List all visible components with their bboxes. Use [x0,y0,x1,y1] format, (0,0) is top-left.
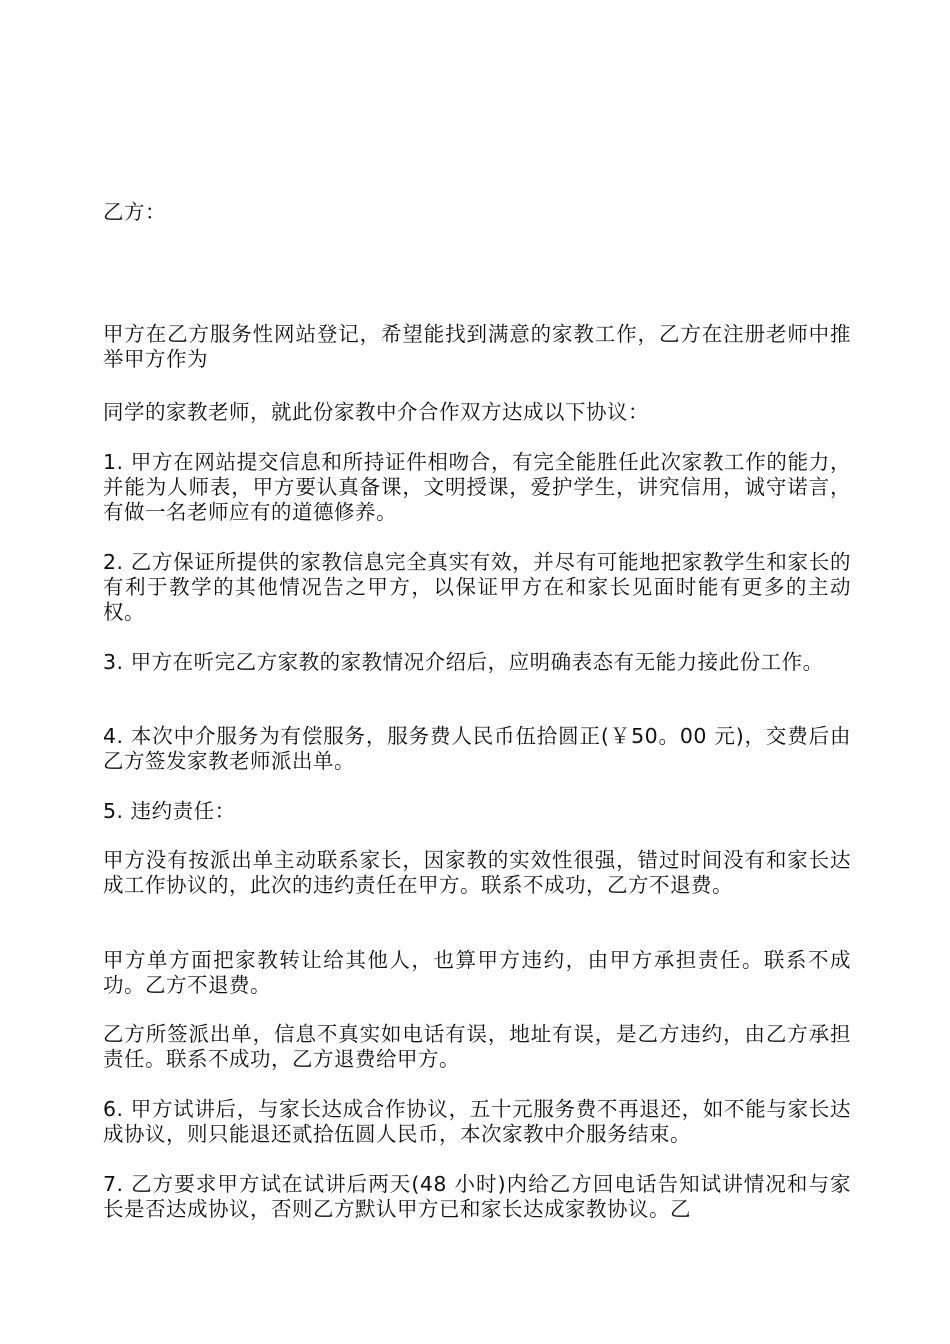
clause-7: 7. 乙方要求甲方试在试讲后两天(48 小时)内给乙方回电话告知试讲情况和与家长是否达成协议，否则乙方默认甲方已和家长达成家教协议。乙 [103,1172,851,1221]
clause-6: 6. 甲方试讲后，与家长达成合作协议，五十元服务费不再退还，如不能与家长达成协议，则只能退还贰拾伍圆人民币，本次家教中介服务结束。 [103,1097,851,1146]
clause-2: 2. 乙方保证所提供的家教信息完全真实有效，并尽有可能地把家教学生和家长的有利于教学的其他情况告之甲方，以保证甲方在和家长见面时能有更多的主动权。 [103,550,851,624]
party-b-label: 乙方： [103,200,166,224]
violation-paragraph-2: 甲方单方面把家教转让给其他人，也算甲方违约，由甲方承担责任。联系不成功。乙方不退费。 [103,948,851,997]
violation-paragraph-3: 乙方所签派出单，信息不真实如电话有误，地址有误，是乙方违约，由乙方承担责任。联系不成功，乙方退费给甲方。 [103,1022,851,1071]
intro-paragraph: 甲方在乙方服务性网站登记，希望能找到满意的家教工作，乙方在注册老师中推举甲方作为 [103,322,851,371]
clause-5-heading: 5. 违约责任： [103,799,236,823]
clause-4: 4. 本次中介服务为有偿服务，服务费人民币伍拾圆正(￥50。00 元)，交费后由乙方签发家教老师派出单。 [103,724,851,773]
violation-paragraph-1: 甲方没有按派出单主动联系家长，因家教的实效性很强，错过时间没有和家长达成工作协议的，此次的违约责任在甲方。联系不成功，乙方不退费。 [103,848,851,897]
clause-3: 3. 甲方在听完乙方家教的家教情况介绍后，应明确表态有无能力接此份工作。 [103,650,824,674]
clause-1: 1. 甲方在网站提交信息和所持证件相吻合，有完全能胜任此次家教工作的能力，并能为人师表，甲方要认真备课，文明授课，爱护学生，讲究信用，诚守诺言，有做一名老师应有的道德修养。 [103,450,851,524]
intro-continuation: 同学的家教老师，就此份家教中介合作双方达成以下协议： [103,400,649,424]
